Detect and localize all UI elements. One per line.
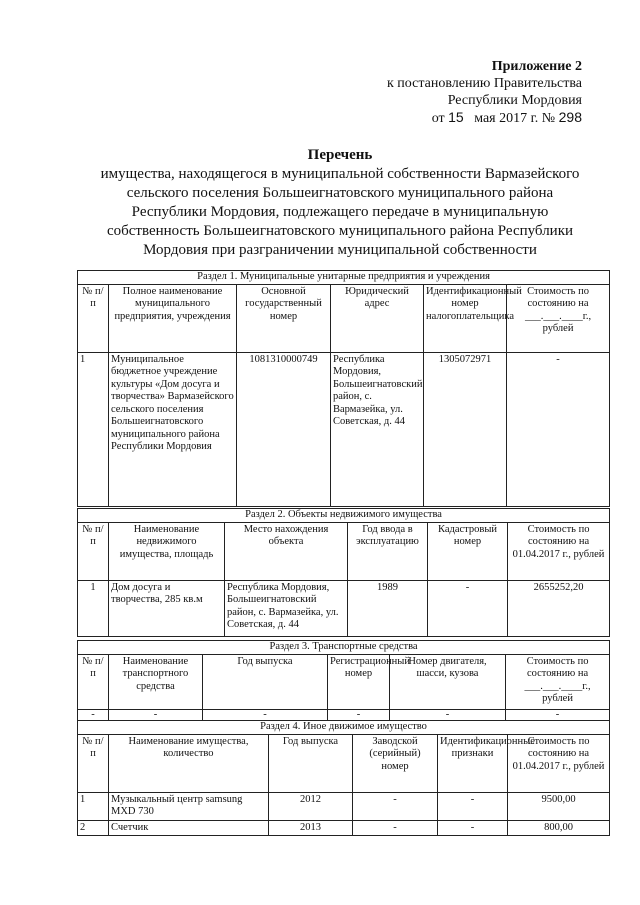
appendix-line-2: Республики Мордовия: [447, 93, 582, 108]
header-cell: Год выпуска: [269, 734, 353, 792]
cell-inn: 1305072971: [424, 352, 507, 506]
title-line-2: сельского поселения Большеигнатовского муниципального района: [126, 185, 554, 201]
section-3-title: Раздел 3. Транспортные средства: [78, 641, 610, 655]
appendix-block: [387, 58, 582, 127]
appendix-date: от 15 мая 2017 г. № 298: [431, 109, 582, 126]
cell-serial: -: [353, 820, 438, 836]
cell-cost: 2655252,20: [508, 580, 610, 636]
header-cell: № п/п: [78, 654, 109, 709]
cell-name: Музыкальный центр samsung MXD 730: [109, 792, 269, 820]
appendix-title: Приложение 2: [491, 59, 582, 74]
section-4-table: [77, 720, 610, 836]
header-cell: № п/п: [78, 284, 109, 352]
title-line-4: собственность Большеигнатовского муниципального района Республики: [106, 223, 574, 239]
cell-num: 1: [78, 580, 109, 636]
header-cell: Наименование недвижимого имущества, площадь: [109, 522, 225, 580]
section-1-title: Раздел 1. Муниципальные унитарные предприятия и учреждения: [78, 271, 610, 285]
cell-num: 2: [78, 820, 109, 836]
header-cell: Наименование транспортного средства: [109, 654, 203, 709]
table-row: [78, 792, 610, 820]
cell-num: 1: [78, 792, 109, 820]
header-cell: Стоимость по состоянию на 01.04.2017 г., рублей: [508, 522, 610, 580]
header-cell: № п/п: [78, 522, 109, 580]
cell-cost: 9500,00: [508, 792, 610, 820]
header-cell: Юридический адрес: [331, 284, 424, 352]
header-cell: Стоимость по состоянию на ___.___.____г., рублей: [507, 284, 610, 352]
table-row: [78, 352, 610, 506]
header-cell: Год выпуска: [203, 654, 328, 709]
header-cell: Номер двигателя, шасси, кузова: [390, 654, 506, 709]
header-cell: № п/п: [78, 734, 109, 792]
title-line-5: Мордовия при разграничении муниципальной собственности: [143, 242, 537, 258]
header-cell: Стоимость по состоянию на ___.___.____г., рублей: [506, 654, 610, 709]
document-title: [70, 146, 610, 260]
appendix-line-1: к постановлению Правительства: [386, 76, 582, 91]
header-cell: Основной государственный номер: [237, 284, 331, 352]
cell-cadastral: -: [428, 580, 508, 636]
cell-cost: -: [506, 709, 610, 720]
cell-reg: -: [328, 709, 390, 720]
title-line-3: Республики Мордовия, подлежащего передаче в муниципальную: [131, 204, 549, 220]
cell-ident: -: [438, 792, 508, 820]
table-row: [78, 580, 610, 636]
cell-serial: -: [353, 792, 438, 820]
table-row: [78, 709, 610, 720]
header-cell: Регистрационный номер: [328, 654, 390, 709]
header-cell: Год ввода в эксплуатацию: [348, 522, 428, 580]
title-heading: Перечень: [307, 147, 373, 163]
header-cell: Наименование имущества, количество: [109, 734, 269, 792]
cell-cost: -: [507, 352, 610, 506]
cell-ogrn: 1081310000749: [237, 352, 331, 506]
header-cell: Место нахождения объекта: [225, 522, 348, 580]
section-1-table: [77, 270, 610, 507]
cell-year: 1989: [348, 580, 428, 636]
cell-name: -: [109, 709, 203, 720]
cell-name: Муниципальное бюджетное учреждение культуры «Дом досуга и творчества» Вармазейского сельского поселения Большеигнатовского муниципального района Республики Мордовия: [109, 352, 237, 506]
cell-ident: -: [438, 820, 508, 836]
cell-year: 2013: [269, 820, 353, 836]
cell-cost: 800,00: [508, 820, 610, 836]
date-number: 298: [558, 109, 582, 125]
section-2-table: [77, 508, 610, 637]
cell-year: 2012: [269, 792, 353, 820]
table-row: [78, 820, 610, 836]
cell-name: Дом досуга и творчества, 285 кв.м: [109, 580, 225, 636]
cell-location: Республика Мордовия, Большеигнатовский район, с. Вармазейка, ул. Советская, д. 44: [225, 580, 348, 636]
header-cell: Заводской (серийный) номер: [353, 734, 438, 792]
section-2-title: Раздел 2. Объекты недвижимого имущества: [78, 509, 610, 523]
header-cell: Идентификационный номер налогоплательщика: [424, 284, 507, 352]
header-cell: Полное наименование муниципального предприятия, учреждения: [109, 284, 237, 352]
cell-num: 1: [78, 352, 109, 506]
date-day: 15: [448, 109, 464, 125]
cell-name: Счетчик: [109, 820, 269, 836]
cell-num: -: [78, 709, 109, 720]
title-line-1: имущества, находящегося в муниципальной собственности Вармазейского: [100, 166, 580, 182]
cell-engine: -: [390, 709, 506, 720]
section-3-table: [77, 640, 610, 721]
header-cell: Кадастровый номер: [428, 522, 508, 580]
header-cell: Стоимость по состоянию на 01.04.2017 г., рублей: [508, 734, 610, 792]
section-4-title: Раздел 4. Иное движимое имущество: [78, 721, 610, 735]
header-cell: Идентификационные признаки: [438, 734, 508, 792]
cell-year: -: [203, 709, 328, 720]
cell-address: Республика Мордовия, Большеигнатовский район, с. Вармазейка, ул. Советская, д. 44: [331, 352, 424, 506]
